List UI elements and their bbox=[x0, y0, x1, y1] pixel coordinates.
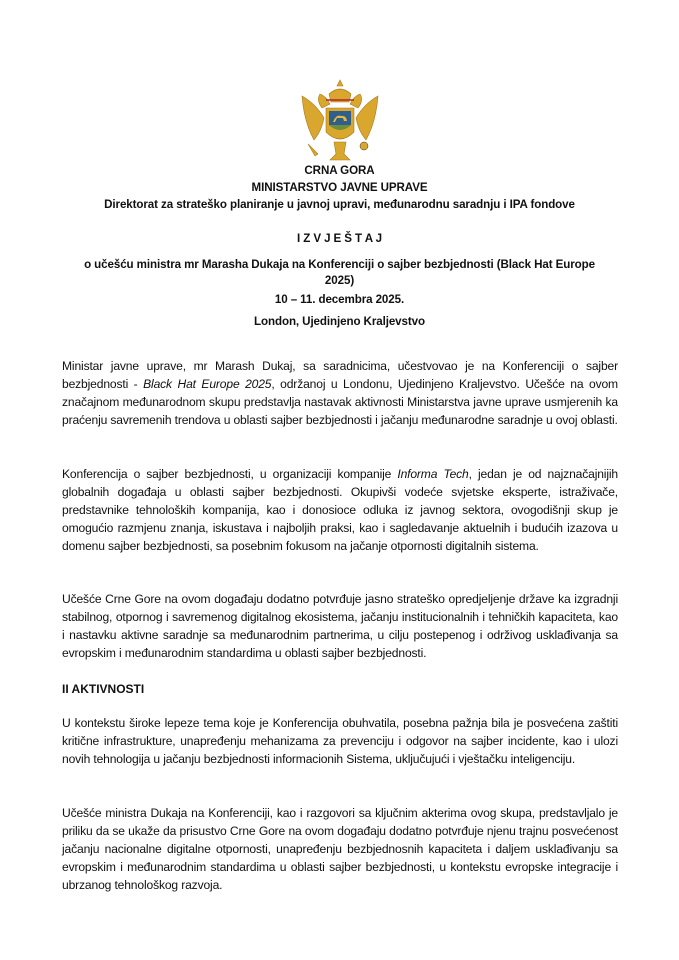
report-place: London, Ujedinjeno Kraljevstvo bbox=[254, 315, 425, 328]
paragraph-text: Konferencija o sajber bezbjednosti, u organizaciji kompanije bbox=[62, 467, 398, 481]
paragraph-3 bbox=[62, 590, 618, 662]
section-heading-activities: II AKTIVNOSTI bbox=[62, 682, 145, 696]
report-title: I Z V J E Š T A J bbox=[296, 232, 383, 245]
paragraph-text: Ministar javne uprave, mr Marash Dukaj, sa saradnicima, učestvovao je na Konferenciji o sajber bezbjednosti - bbox=[62, 359, 618, 391]
event-name: Black Hat Europe 2025 bbox=[143, 377, 272, 391]
paragraph-1 bbox=[62, 357, 618, 429]
report-subject-line2: 2025) bbox=[324, 274, 355, 287]
paragraph-5 bbox=[62, 804, 618, 894]
paragraph-text: , jedan je od najznačajnijih globalnih događaja u oblasti sajber bezbjednosti. Okupivši vodeće svjetske eksperte, istraživače, predstavnike tehnoloških kompanija, kao i donosioce odluka iz javnog sektora, ovogodišnji skup je omogućio razmjenu znanja, iskustava i najboljih praksi, kao i sagledavanje aktuelnih i budućih izazova u domenu sajber bezbjednosti, sa posebnim fokusom na jačanje otpornosti digitalnih sistema. bbox=[62, 467, 618, 553]
ministry-heading: MINISTARSTVO JAVNE UPRAVE bbox=[251, 181, 428, 194]
paragraph-text: U kontekstu široke lepeze tema koje je Konferencija obuhvatila, posebna pažnja bila je posvećena zaštiti kritične infrastrukture, unapređenju mehanizama za prevenciju i odgovor na sajber incidente, kao i ulozi novih tehnologija u jačanju bezbjednosti informacionih Sistema, uključujući i vještačku inteligenciju. bbox=[62, 716, 618, 766]
paragraph-4 bbox=[62, 714, 618, 768]
paragraph-text: , održanoj u Londonu, Ujedinjeno Kraljevstvo. Učešće na ovom značajnom međunarodnom skupu predstavlja nastavak aktivnosti Ministarstva javne uprave usmjerenih ka praćenju savremenih trendova u oblasti sajber bezbjednosti i jačanju međunarodne saradnje u ovoj oblasti. bbox=[62, 377, 618, 427]
paragraph-text: Učešće ministra Dukaja na Konferenciji, kao i razgovori sa ključnim akterima ovog skupa, predstavljalo je priliku da se ukaže da prisustvo Crne Gore na ovom događaju dodatno potvrđuje njenu trajnu posvećenost jačanju nacionalne digitalne otpornosti, unapređenju bezbjednosnih kapaciteta i daljem usklađivanju sa evropskim i međunarodnim standardima u oblasti sajber bezbjednosti, u kontekstu evropske integracije i ubrzanog tehnološkog razvoja. bbox=[62, 806, 618, 892]
report-dates: 10 – 11. decembra 2025. bbox=[274, 293, 405, 306]
paragraph-2 bbox=[62, 465, 618, 555]
paragraph-text: Učešće Crne Gore na ovom događaju dodatno potvrđuje jasno strateško opredjeljenje države ka izgradnji stabilnog, otpornog i savremenog digitalnog ekosistema, jačanju institucionalnih i tehničkih kapaciteta, kao i nastavku aktivne saradnje sa međunarodnim partnerima, u cilju postepenog i održivog usklađivanja sa evropskim i međunarodnim standardima u oblasti sajber bezbjednosti. bbox=[62, 592, 618, 660]
report-subject-line1: o učešću ministra mr Marasha Dukaja na Konferenciji o sajber bezbjednosti (Black Hat Europe bbox=[84, 258, 595, 271]
country-heading: CRNA GORA bbox=[304, 164, 375, 177]
coat-of-arms-emblem bbox=[296, 78, 384, 164]
organizer-name: Informa Tech bbox=[397, 467, 469, 481]
directorate-heading: Direktorat za strateško planiranje u javnoj upravi, međunarodnu saradnju i IPA fondove bbox=[104, 198, 575, 211]
